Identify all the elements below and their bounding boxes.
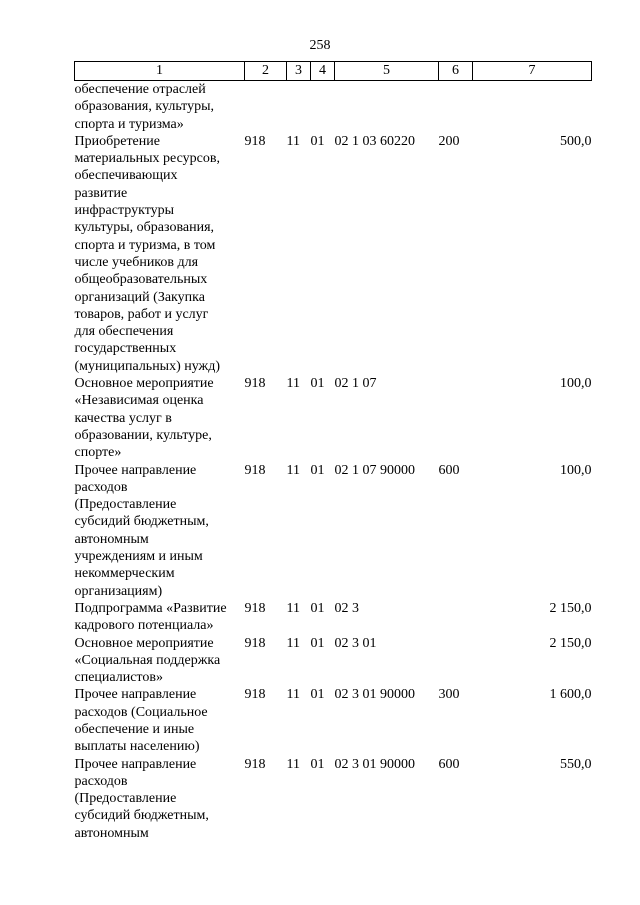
- row-target-article: 02 3 01 90000: [334, 687, 415, 703]
- table-row: [75, 375, 592, 461]
- header-col-4: 4: [311, 62, 335, 81]
- row-section-code: [287, 81, 311, 133]
- row-name: Прочее направление расходов (Предоставление субсидий бюджетным, автономным учреждениям и иным некоммерческим организациям): [74, 462, 209, 599]
- table-header: [75, 62, 592, 81]
- row-subsection-code: 01: [310, 133, 325, 149]
- row-name: Подпрограмма «Развитие кадрового потенциала»: [74, 600, 227, 634]
- row-amount: 100,0: [560, 462, 592, 478]
- row-section-code: 11: [286, 133, 300, 149]
- table-row: [75, 635, 592, 687]
- row-name: Основное мероприятие «Социальная поддержка специалистов»: [74, 635, 221, 686]
- page-number: 258: [309, 38, 331, 53]
- row-section-code: 11: [286, 376, 300, 392]
- table-row: [75, 133, 592, 375]
- row-subsection-code: 01: [310, 635, 325, 651]
- row-name: Приобретение материальных ресурсов, обеспечивающих развитие инфраструктуры культуры, образования, спорта и туризма, в том числе учебников для общеобразовательных организаций (Закупка товаров, работ и услуг для обеспечения государственных (муниципальных) нужд): [74, 133, 221, 374]
- row-name: Прочее направление расходов (Социальное обеспечение и иные выплаты населению): [74, 687, 208, 755]
- row-amount: 100,0: [560, 376, 592, 392]
- row-expense-type: 300: [438, 687, 460, 703]
- row-target-article: 02 1 03 60220: [334, 133, 415, 149]
- row-subsection-code: 01: [310, 462, 325, 478]
- row-name: Основное мероприятие «Независимая оценка качества услуг в образовании, культуре, спорте»: [74, 376, 214, 461]
- budget-table: [74, 61, 592, 842]
- row-department-code: 918: [244, 376, 266, 392]
- row-section-code: 11: [286, 687, 300, 703]
- table-row: [75, 81, 592, 133]
- row-department-code: 918: [244, 635, 266, 651]
- row-department-code: 918: [244, 600, 266, 616]
- row-section-code: 11: [286, 635, 300, 651]
- header-col-5: 5: [335, 62, 439, 81]
- row-subsection-code: 01: [310, 756, 325, 772]
- row-target-article: 02 3 01: [334, 635, 377, 651]
- row-department-code: [245, 81, 287, 133]
- row-target-article: 02 1 07 90000: [334, 462, 415, 478]
- row-amount: [473, 81, 592, 133]
- row-department-code: 918: [244, 133, 266, 149]
- header-col-7: 7: [473, 62, 592, 81]
- row-expense-type: 200: [438, 133, 460, 149]
- row-department-code: 918: [244, 462, 266, 478]
- header-col-2: 2: [245, 62, 287, 81]
- row-subsection-code: 01: [310, 600, 325, 616]
- row-subsection-code: [311, 81, 335, 133]
- row-section-code: 11: [286, 462, 300, 478]
- header-col-6: 6: [439, 62, 473, 81]
- row-expense-type: [439, 81, 473, 133]
- row-name: обеспечение отраслей образования, культуры, спорта и туризма»: [74, 82, 215, 132]
- row-name: Прочее направление расходов (Предоставление субсидий бюджетным, автономным: [74, 756, 209, 841]
- table-row: [75, 462, 592, 600]
- row-expense-type: [439, 375, 473, 461]
- table-row: [75, 600, 592, 635]
- row-target-article: 02 3: [334, 600, 359, 616]
- row-subsection-code: 01: [310, 376, 325, 392]
- row-target-article: [335, 81, 439, 133]
- table-row: [75, 686, 592, 755]
- row-department-code: 918: [244, 756, 266, 772]
- header-col-1: 1: [75, 62, 245, 81]
- table-body: [75, 81, 592, 843]
- row-expense-type: [439, 635, 473, 687]
- header-row: [75, 62, 592, 81]
- row-target-article: 02 3 01 90000: [334, 756, 415, 772]
- table-row: [75, 756, 592, 842]
- row-amount: 500,0: [560, 133, 592, 149]
- row-department-code: 918: [244, 687, 266, 703]
- row-amount: 2 150,0: [549, 635, 592, 651]
- row-target-article: 02 1 07: [334, 376, 377, 392]
- header-col-3: 3: [287, 62, 311, 81]
- row-expense-type: 600: [438, 462, 460, 478]
- row-amount: 2 150,0: [549, 600, 592, 616]
- row-section-code: 11: [286, 600, 300, 616]
- row-subsection-code: 01: [310, 687, 325, 703]
- row-expense-type: [439, 600, 473, 635]
- row-expense-type: 600: [438, 756, 460, 772]
- row-section-code: 11: [286, 756, 300, 772]
- row-amount: 550,0: [560, 756, 592, 772]
- row-amount: 1 600,0: [549, 687, 592, 703]
